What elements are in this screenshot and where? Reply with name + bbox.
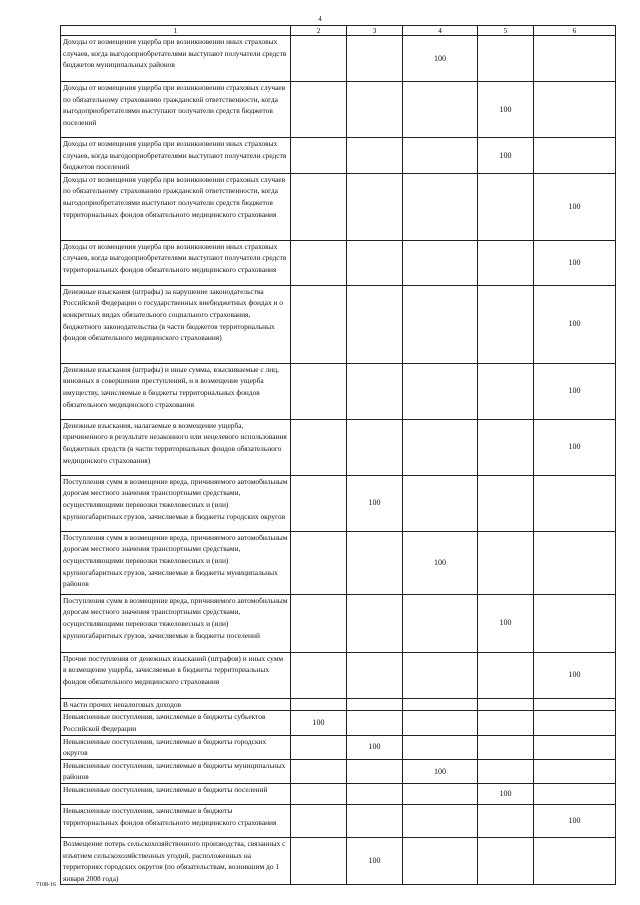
table-row [61,285,616,363]
share-cell-c3 [347,363,403,419]
share-cell-c5 [478,363,534,419]
share-cell-c4 [403,652,478,698]
share-cell-c3: 100 [347,735,403,759]
share-cell-c2 [291,759,347,783]
share-cell-c6 [534,837,616,884]
share-cell-c4 [403,363,478,419]
table-row [61,837,616,884]
share-cell-c2 [291,837,347,884]
column-header: 4 [403,26,478,36]
table-row [61,138,616,174]
share-cell-c3: 100 [347,475,403,531]
share-cell-c6 [534,698,616,711]
page-number: 4 [318,15,322,23]
share-cell-c5 [478,711,534,735]
column-header: 6 [534,26,616,36]
share-cell-c2 [291,475,347,531]
share-cell-c5: 100 [478,783,534,804]
row-description: Денежные взыскания, налагаемые в возмещение ущерба, причиненного в результате незаконного или нецелевого использования бюджетных средств (в части территориальных фондов обязательного медицинского страхования) [61,419,291,475]
share-cell-c3 [347,652,403,698]
row-description: Невыясненные поступления, зачисляемые в бюджеты территориальных фондов обязательного медицинского страхования [61,804,291,837]
table-row [61,652,616,698]
share-cell-c3 [347,173,403,240]
share-cell-c2 [291,173,347,240]
share-cell-c4 [403,173,478,240]
share-cell-c4 [403,594,478,652]
share-cell-c2 [291,531,347,594]
table-header-row [61,26,616,36]
column-header: 5 [478,26,534,36]
share-cell-c5 [478,837,534,884]
share-cell-c6: 100 [534,363,616,419]
row-description: Невыясненные поступления, зачисляемые в бюджеты городских округов [61,735,291,759]
share-cell-c6: 100 [534,173,616,240]
row-description: Возмещение потерь сельскохозяйственного производства, связанных с изъятием сельскохозяйственных угодий, расположенных на территориях городских округов (по обязательствам, возникшим до 1 января 2008 года) [61,837,291,884]
table-row [61,531,616,594]
share-cell-c2 [291,698,347,711]
share-cell-c4: 100 [403,759,478,783]
share-cell-c3 [347,698,403,711]
share-cell-c6 [534,711,616,735]
row-description: Доходы от возмещения ущерба при возникновении страховых случаев по обязательному страхованию гражданской ответственности, когда выгодоприобретателями выступают получатели средств бюджетов территориальных фондов обязательного медицинского страхования [61,173,291,240]
column-header: 1 [61,26,291,36]
row-description: Прочие поступления от денежных взысканий (штрафов) и иных сумм в возмещение ущерба, зачисляемые в бюджеты территориальных фондов обязательного медицинского страхования [61,652,291,698]
table-row [61,594,616,652]
share-cell-c2 [291,419,347,475]
table-row [61,698,616,711]
share-cell-c4 [403,419,478,475]
share-cell-c6 [534,36,616,82]
table-row [61,711,616,735]
share-cell-c3 [347,285,403,363]
row-description: Доходы от возмещения ущерба при возникновении страховых случаев по обязательному страхованию гражданской ответственности, когда выгодоприобретателями выступают получатели средств бюджетов поселений [61,82,291,138]
share-cell-c6: 100 [534,419,616,475]
share-cell-c4 [403,735,478,759]
share-cell-c2 [291,594,347,652]
share-cell-c5: 100 [478,594,534,652]
row-description: Невыясненные поступления, зачисляемые в бюджеты поселений [61,783,291,804]
share-cell-c6: 100 [534,804,616,837]
share-cell-c3 [347,759,403,783]
share-cell-c5 [478,475,534,531]
share-cell-c3 [347,783,403,804]
share-cell-c2 [291,138,347,174]
row-description: Поступления сумм в возмещение вреда, причиняемого автомобильным дорогам местного значения транспортными средствами, осуществляющими перевозки тяжеловесных и (или) крупногабаритных грузов, зачисляемые в бюджеты муниципальных районов [61,531,291,594]
share-cell-c5: 100 [478,138,534,174]
share-cell-c6 [534,594,616,652]
share-cell-c5 [478,285,534,363]
share-cell-c3 [347,419,403,475]
share-cell-c5 [478,531,534,594]
share-cell-c6: 100 [534,240,616,285]
share-cell-c2 [291,735,347,759]
share-cell-c2 [291,804,347,837]
row-description: Поступления сумм в возмещение вреда, причиняемого автомобильным дорогам местного значения транспортными средствами, осуществляющими перевозки тяжеловесных и (или) крупногабаритных грузов, зачисляемые в бюджеты городских округов [61,475,291,531]
share-cell-c3 [347,711,403,735]
share-cell-c2 [291,783,347,804]
table-row [61,82,616,138]
table-row [61,783,616,804]
share-cell-c5: 100 [478,82,534,138]
share-cell-c5 [478,698,534,711]
row-description: Доходы от возмещения ущерба при возникновении иных страховых случаев, когда выгодоприобретателями выступают получатели средств бюджетов муниципальных районов [61,36,291,82]
table-row [61,735,616,759]
share-cell-c3 [347,36,403,82]
row-description: Доходы от возмещения ущерба при возникновении иных страховых случаев, когда выгодоприобретателями выступают получатели средств бюджетов поселений [61,138,291,174]
table-row [61,173,616,240]
share-cell-c3 [347,82,403,138]
row-description: Невыясненные поступления, зачисляемые в бюджеты муниципальных районов [61,759,291,783]
column-header: 2 [291,26,347,36]
share-cell-c2 [291,240,347,285]
revenue-distribution-table [60,25,616,885]
share-cell-c2: 100 [291,711,347,735]
share-cell-c4 [403,711,478,735]
share-cell-c4 [403,285,478,363]
share-cell-c2 [291,363,347,419]
share-cell-c3 [347,804,403,837]
share-cell-c4 [403,475,478,531]
table-row [61,419,616,475]
share-cell-c6 [534,138,616,174]
share-cell-c5 [478,652,534,698]
share-cell-c4 [403,240,478,285]
share-cell-c3 [347,531,403,594]
share-cell-c4: 100 [403,36,478,82]
share-cell-c4 [403,138,478,174]
share-cell-c5 [478,759,534,783]
table-row [61,804,616,837]
share-cell-c6 [534,475,616,531]
footer-code: 7108-16 [36,882,56,888]
share-cell-c6 [534,531,616,594]
share-cell-c6 [534,82,616,138]
row-description: Доходы от возмещения ущерба при возникновении иных страховых случаев, когда выгодоприобретателями выступают получатели средств территориальных фондов обязательного медицинского страхования [61,240,291,285]
share-cell-c6 [534,783,616,804]
table-row [61,475,616,531]
share-cell-c3 [347,594,403,652]
share-cell-c2 [291,285,347,363]
share-cell-c6 [534,759,616,783]
table-body [61,36,616,885]
share-cell-c2 [291,82,347,138]
column-header: 3 [347,26,403,36]
share-cell-c5 [478,36,534,82]
row-description: В части прочих неналоговых доходов [61,698,291,711]
share-cell-c4 [403,783,478,804]
row-description: Невыясненные поступления, зачисляемые в бюджеты субъектов Российской Федерации [61,711,291,735]
table-row [61,759,616,783]
share-cell-c6 [534,735,616,759]
share-cell-c4: 100 [403,531,478,594]
table-row [61,240,616,285]
share-cell-c5 [478,735,534,759]
share-cell-c6: 100 [534,285,616,363]
share-cell-c2 [291,652,347,698]
share-cell-c5 [478,173,534,240]
share-cell-c4 [403,804,478,837]
share-cell-c3: 100 [347,837,403,884]
share-cell-c5 [478,804,534,837]
table-row [61,363,616,419]
share-cell-c6: 100 [534,652,616,698]
share-cell-c3 [347,138,403,174]
share-cell-c4 [403,698,478,711]
share-cell-c5 [478,240,534,285]
row-description: Денежные взыскания (штрафы) и иные суммы, взыскиваемые с лиц, виновных в совершении преступлений, и в возмещение ущерба имуществу, зачисляемые в бюджеты территориальных фондов обязательного медицинского страхования [61,363,291,419]
share-cell-c5 [478,419,534,475]
share-cell-c4 [403,837,478,884]
share-cell-c2 [291,36,347,82]
row-description: Денежные взыскания (штрафы) за нарушение законодательства Российской Федерации о государственных внебюджетных фондах и о конкретных видах обязательного социального страхования, бюджетного законодательства (в части бюджетов территориальных фондов обязательного медицинского страхования) [61,285,291,363]
row-description: Поступления сумм в возмещение вреда, причиняемого автомобильным дорогам местного значения транспортными средствами, осуществляющими перевозки тяжеловесных и (или) крупногабаритных грузов, зачисляемые в бюджеты поселений [61,594,291,652]
share-cell-c4 [403,82,478,138]
share-cell-c3 [347,240,403,285]
table-row [61,36,616,82]
